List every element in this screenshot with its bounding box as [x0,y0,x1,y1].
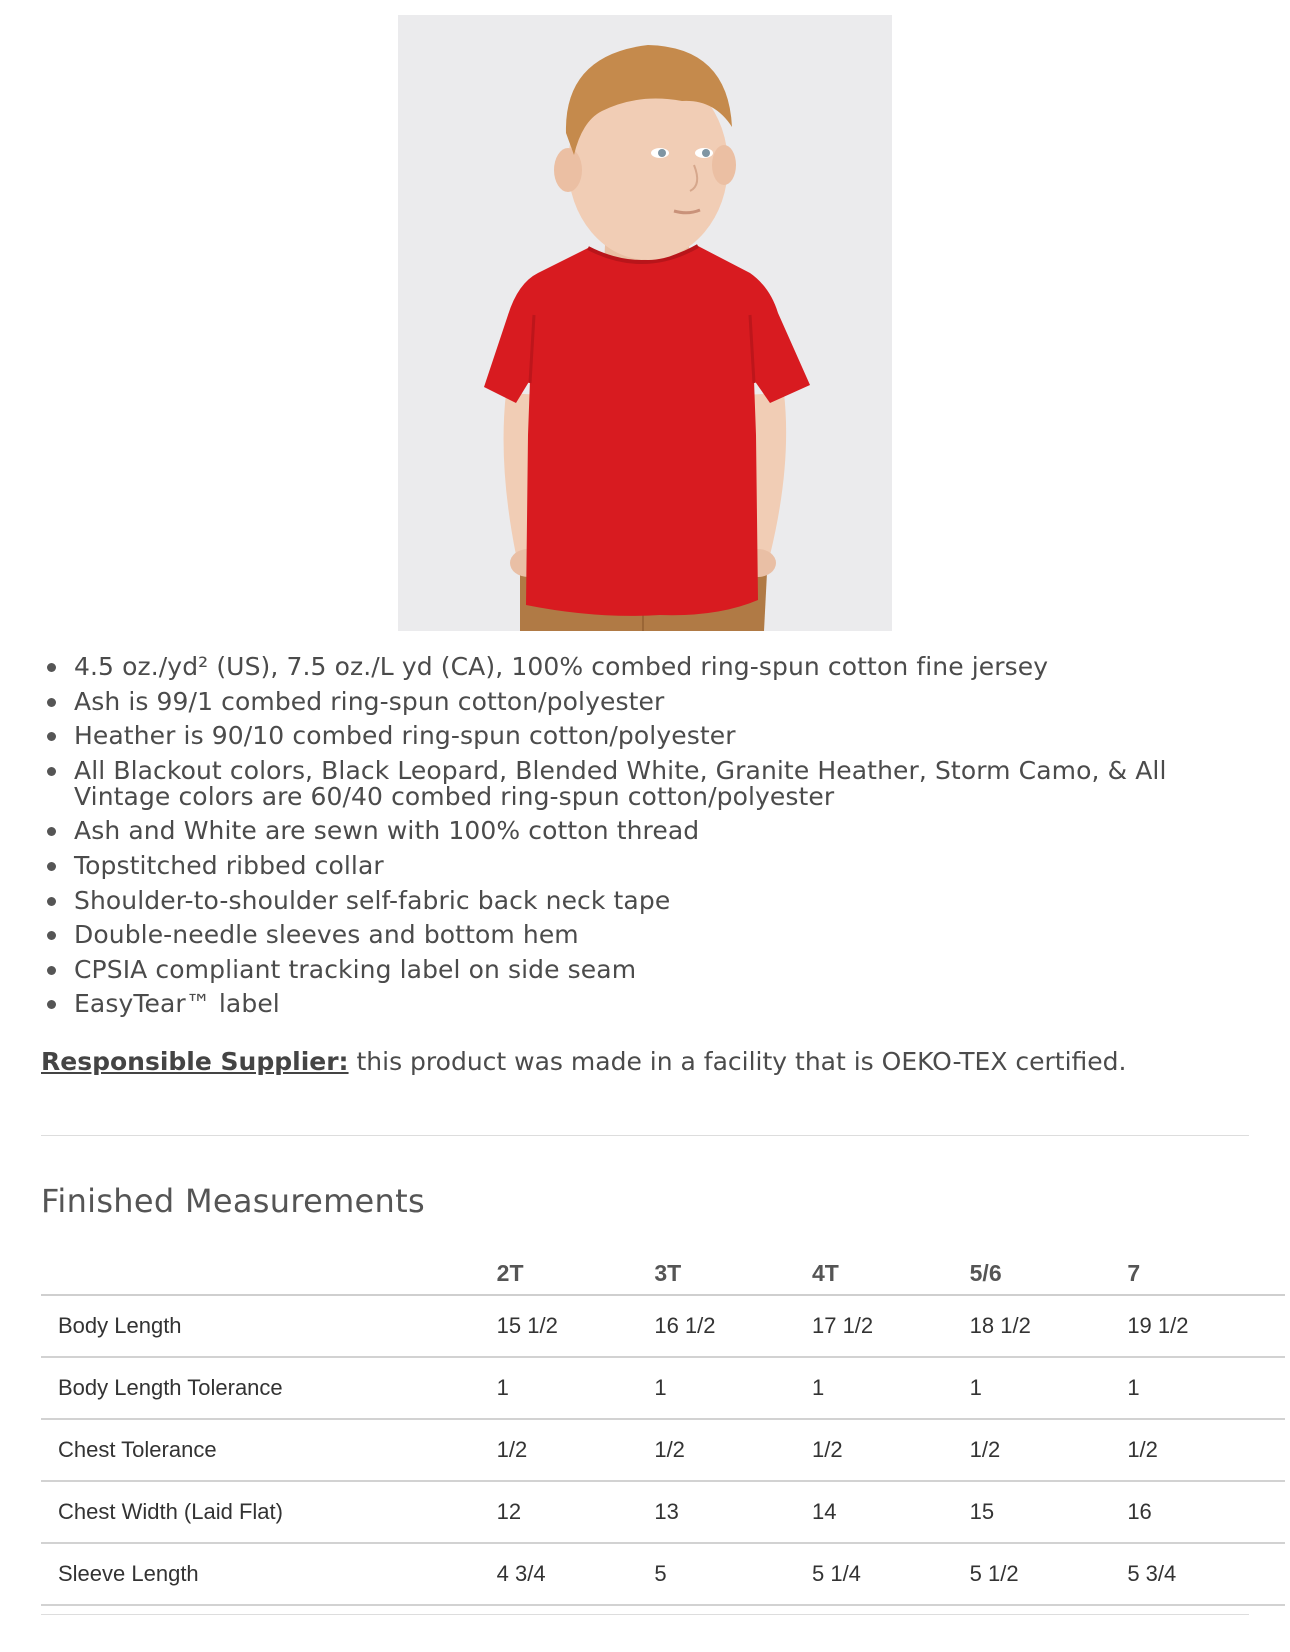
table-header-row [41,1252,1285,1295]
table-cell: 1/2 [970,1419,1128,1481]
bullet-icon [47,862,56,871]
table-cell: 1/2 [654,1419,812,1481]
product-image[interactable] [398,15,892,631]
measurements-title: Finished Measurements [41,1182,425,1220]
product-photo-illustration [398,15,892,631]
bullet-icon [47,767,56,776]
feature-item [41,922,1261,948]
bullet-icon [47,732,56,741]
measurements-table [41,1252,1285,1606]
feature-text: Heather is 90/10 combed ring-spun cotton/polyester [74,721,736,751]
row-label: Sleeve Length [41,1543,497,1605]
table-cell: 1 [654,1357,812,1419]
column-header-blank [41,1252,497,1295]
table-cell: 15 1/2 [497,1295,655,1357]
table-cell: 1 [970,1357,1128,1419]
table-cell: 16 1/2 [654,1295,812,1357]
feature-list [41,654,1261,1026]
bullet-icon [47,663,56,672]
bullet-icon [47,966,56,975]
feature-text: All Blackout colors, Black Leopard, Blended White, Granite Heather, Storm Camo, & All Vintage colors are 60/40 combed ring-spun cotton/polyester [74,755,1167,811]
bullet-icon [47,897,56,906]
table-cell: 13 [654,1481,812,1543]
table-cell: 16 [1127,1481,1285,1543]
bullet-icon [47,827,56,836]
supplier-note [41,1047,1127,1077]
table-cell: 19 1/2 [1127,1295,1285,1357]
table-row [41,1295,1285,1357]
section-divider [41,1135,1249,1136]
table-cell: 4 3/4 [497,1543,655,1605]
table-row [41,1481,1285,1543]
table-cell: 17 1/2 [812,1295,970,1357]
feature-text: Ash and White are sewn with 100% cotton thread [74,816,700,846]
table-cell: 5 [654,1543,812,1605]
column-header-size: 3T [654,1252,812,1295]
table-cell: 1/2 [812,1419,970,1481]
bullet-icon [47,931,56,940]
feature-item [41,686,1261,716]
column-header-size: 5/6 [970,1252,1128,1295]
table-cell: 15 [970,1481,1128,1543]
feature-item [41,991,1261,1017]
feature-item [41,818,1261,844]
table-cell: 5 1/2 [970,1543,1128,1605]
feature-item [41,755,1261,811]
feature-item [41,954,1261,984]
table-cell: 1/2 [497,1419,655,1481]
bullet-icon [47,698,56,707]
table-cell: 12 [497,1481,655,1543]
table-row [41,1357,1285,1419]
row-label: Body Length [41,1295,497,1357]
supplier-text: this product was made in a facility that is OEKO-TEX certified. [348,1047,1127,1076]
feature-text: Double-needle sleeves and bottom hem [74,920,579,950]
row-label: Chest Tolerance [41,1419,497,1481]
feature-item [41,850,1261,880]
column-header-size: 7 [1127,1252,1285,1295]
feature-text: EasyTear™ label [74,989,280,1019]
feature-text: Topstitched ribbed collar [74,850,384,880]
column-header-size: 4T [812,1252,970,1295]
bottom-divider [41,1614,1249,1615]
table-cell: 18 1/2 [970,1295,1128,1357]
table-cell: 14 [812,1481,970,1543]
bullet-icon [47,1000,56,1009]
row-label: Body Length Tolerance [41,1357,497,1419]
feature-item [41,654,1261,680]
supplier-label: Responsible Supplier: [41,1047,349,1076]
table-cell: 5 3/4 [1127,1543,1285,1605]
feature-item [41,723,1261,749]
table-cell: 1 [812,1357,970,1419]
row-label: Chest Width (Laid Flat) [41,1481,497,1543]
table-row [41,1543,1285,1605]
feature-text: Ash is 99/1 combed ring-spun cotton/polyester [74,686,665,716]
table-row [41,1419,1285,1481]
feature-text: Shoulder-to-shoulder self-fabric back neck tape [74,885,671,915]
column-header-size: 2T [497,1252,655,1295]
feature-text: CPSIA compliant tracking label on side seam [74,954,637,984]
feature-text: 4.5 oz./yd² (US), 7.5 oz./L yd (CA), 100% combed ring-spun cotton fine jersey [74,652,1049,681]
feature-item [41,885,1261,915]
table-cell: 1 [1127,1357,1285,1419]
table-cell: 1 [497,1357,655,1419]
table-cell: 5 1/4 [812,1543,970,1605]
table-cell: 1/2 [1127,1419,1285,1481]
